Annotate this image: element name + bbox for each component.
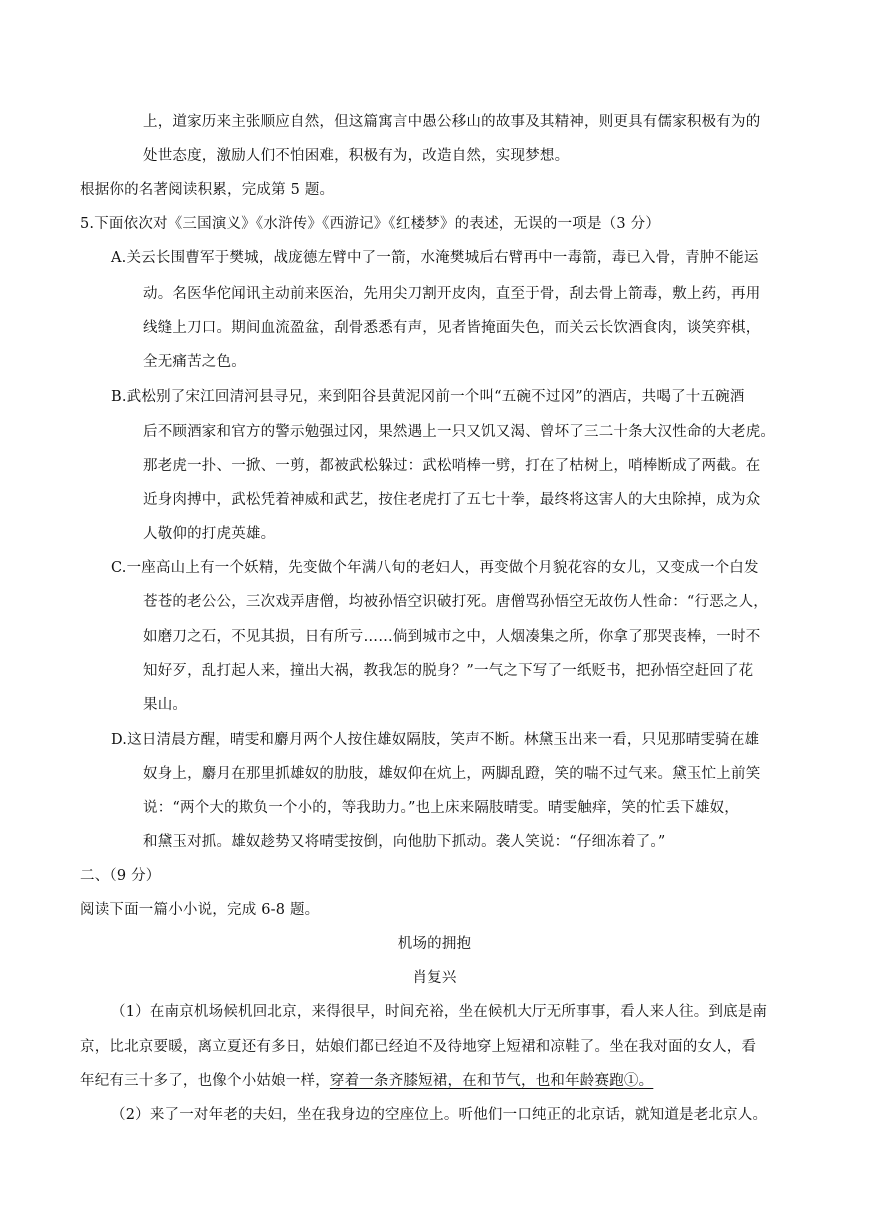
story-title: 机场的拥抱 [397, 936, 472, 952]
option-a-line-1: A.关云长围曹军于樊城，战庞德左臂中了一箭，水淹樊城后右臂再中一毒箭，毒已入骨，青肿不能运 [111, 250, 759, 266]
option-a-line-4: 全无痛苦之色。 [143, 354, 246, 370]
option-d-line-2: 奴身上，麝月在那里抓雄奴的肋肢，雄奴仰在炕上，两脚乱蹬，笑的喘不过气来。黛玉忙上前笑 [143, 766, 761, 782]
section-two-header: 二、（9 分） [80, 868, 161, 884]
option-c-line-4: 知好歹，乱打起人来，撞出大祸，教我怎的脱身？”一气之下写了一纸贬书，把孙悟空赶回了花 [143, 663, 754, 679]
passage-line-2: 处世态度，激励人们不怕困难，积极有为，改造自然，实现梦想。 [143, 148, 570, 164]
story-author: 肖复兴 [412, 970, 457, 986]
story-paragraph-1-line-1: （1）在南京机场候机回北京，来得很早，时间充裕，坐在候机大厅无所事事，看人来人往。到底是南 [111, 1004, 768, 1020]
option-d-line-3: 说：“两个大的欺负一个小的，等我助力。”也上床来隔肢晴雯。晴雯触痒，笑的忙丢下雄奴， [143, 800, 739, 816]
option-c-line-1: C.一座高山上有一个妖精，先变做个年满八旬的老妇人，再变做个月貌花容的女儿，又变成一个白发 [111, 560, 759, 576]
option-c-line-3: 如磨刀之石，不见其损，日有所亏……倘到城市之中，人烟凑集之所，你拿了那哭丧棒，一时不 [143, 629, 761, 645]
story-paragraph-1-line-3-plain: 年纪有三十多了，也像个小姑娘一样， [80, 1073, 330, 1089]
option-b-line-4: 近身肉搏中，武松凭着神威和武艺，按住老虎打了五七十拳，最终将这害人的大虫除掉，成为众 [143, 492, 761, 508]
question-5-stem: 5.下面依次对《三国演义》《水浒传》《西游记》《红楼梦》的表述，无误的一项是（3 分） [80, 216, 661, 232]
option-b-line-2: 后不顾酒家和官方的警示勉强过冈，果然遇上一只又饥又渴、曾坏了三二十条大汉性命的大老虎。 [143, 424, 776, 440]
option-c-line-5: 果山。 [143, 697, 188, 713]
story-paragraph-1-line-3 [80, 1071, 653, 1091]
option-b-line-1: B.武松别了宋江回清河县寻兄，来到阳谷县黄泥冈前一个叫“五碗不过冈”的酒店，共喝了十五碗酒 [111, 389, 745, 405]
passage-line-1: 上，道家历来主张顺应自然，但这篇寓言中愚公移山的故事及其精神，则更具有儒家积极有为的 [143, 114, 761, 130]
instruction-question-5: 根据你的名著阅读积累，完成第 5 题。 [80, 182, 335, 198]
option-b-line-5: 人敬仰的打虎英雄。 [143, 526, 276, 542]
option-d-line-1: D.这日清晨方醒，晴雯和麝月两个人按住雄奴隔肢，笑声不断。林黛玉出来一看，只见那晴雯骑在雄 [111, 732, 760, 748]
option-d-line-4: 和黛玉对抓。雄奴趁势又将晴雯按倒，向他肋下抓动。袭人笑说：“仔细冻着了。” [143, 834, 666, 850]
option-a-line-2: 动。名医华佗闻讯主动前来医治，先用尖刀割开皮肉，直至于骨，刮去骨上箭毒，敷上药，再用 [143, 286, 761, 302]
option-a-line-3: 线缝上刀口。期间血流盈盆，刮骨悉悉有声，见者皆掩面失色，而关云长饮酒食肉，谈笑弈棋， [143, 320, 761, 336]
option-c-line-2: 苍苍的老公公，三次戏弄唐僧，均被孙悟空识破打死。唐僧骂孙悟空无故伤人性命：“行恶之人， [143, 594, 769, 610]
option-b-line-3: 那老虎一扑、一掀、一剪，都被武松躲过：武松哨棒一劈，打在了枯树上，哨棒断成了两截。在 [143, 458, 761, 474]
story-paragraph-1-line-2: 京，比北京要暖，离立夏还有多日，姑娘们都已经迫不及待地穿上短裙和凉鞋了。坐在我对面的女人，看 [80, 1039, 757, 1055]
section-two-instruction: 阅读下面一篇小小说，完成 6-8 题。 [80, 902, 320, 918]
underlined-sentence-1: 穿着一条齐膝短裙，在和节气，也和年龄赛跑①。 [329, 1073, 654, 1089]
story-paragraph-2-line-1: （2）来了一对年老的夫妇，坐在我身边的空座位上。听他们一口纯正的北京话，就知道是老北京人。 [111, 1107, 768, 1123]
